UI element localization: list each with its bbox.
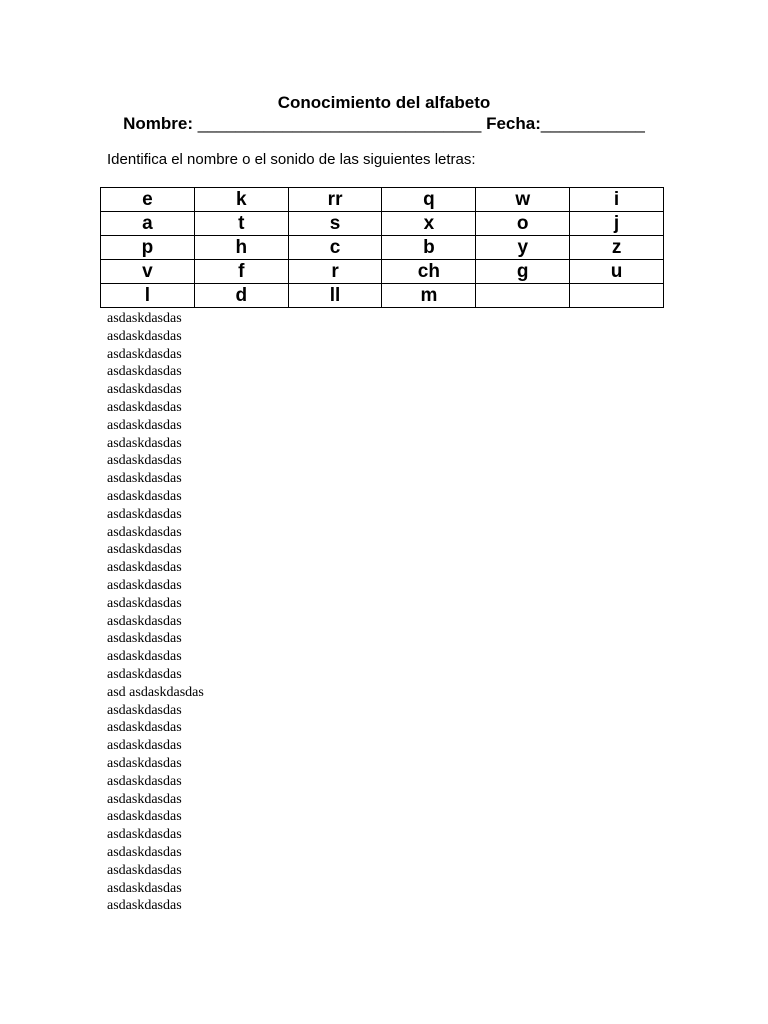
letter-cell: d [194, 284, 288, 308]
letter-cell: m [382, 284, 476, 308]
filler-line: asdaskdasdas [107, 399, 182, 415]
filler-line: asdaskdasdas [107, 666, 182, 682]
letter-cell: ch [382, 260, 476, 284]
letter-cell: x [382, 212, 476, 236]
filler-line: asdaskdasdas [107, 773, 182, 789]
filler-line: asdaskdasdas [107, 435, 182, 451]
filler-line: asdaskdasdas [107, 738, 182, 754]
letter-cell: g [476, 260, 570, 284]
table-row [101, 188, 664, 212]
letter-cell: z [570, 236, 664, 260]
letter-cell: f [194, 260, 288, 284]
filler-line: asdaskdasdas [107, 471, 182, 487]
letter-cell: k [194, 188, 288, 212]
table-row [101, 260, 664, 284]
filler-text-block [107, 310, 204, 915]
filler-line: asdaskdasdas [107, 542, 182, 558]
filler-line: asdaskdasdas [107, 560, 182, 576]
letter-cell [570, 284, 664, 308]
letter-cell: b [382, 236, 476, 260]
letter-cell: u [570, 260, 664, 284]
letter-cell: y [476, 236, 570, 260]
table-row [101, 236, 664, 260]
filler-line: asdaskdasdas [107, 364, 182, 380]
letter-cell: v [101, 260, 195, 284]
letter-cell: a [101, 212, 195, 236]
name-date-line [0, 113, 768, 135]
letter-cell: p [101, 236, 195, 260]
date-blank: ___________ [540, 114, 645, 133]
filler-line: asdaskdasdas [107, 844, 182, 860]
letter-cell: o [476, 212, 570, 236]
filler-line: asdaskdasdas [107, 880, 182, 896]
filler-line: asdaskdasdas [107, 613, 182, 629]
letter-cell: s [288, 212, 382, 236]
filler-line: asdaskdasdas [107, 649, 182, 665]
letter-cell: h [194, 236, 288, 260]
filler-line: asdaskdasdas [107, 453, 182, 469]
instructions-text: Identifica el nombre o el sonido de las siguientes letras: [107, 151, 476, 168]
filler-line: asdaskdasdas [107, 506, 182, 522]
filler-line: asdaskdasdas [107, 791, 182, 807]
filler-line: asdaskdasdas [107, 346, 182, 362]
filler-line: asdaskdasdas [107, 328, 182, 344]
filler-line: asdaskdasdas [107, 809, 182, 825]
letter-cell [476, 284, 570, 308]
filler-line: asdaskdasdas [107, 898, 182, 914]
filler-line: asdaskdasdas [107, 862, 182, 878]
name-blank: ______________________________ [193, 114, 487, 133]
filler-line: asd asdaskdasdas [107, 684, 204, 700]
letter-cell: t [194, 212, 288, 236]
filler-line: asdaskdasdas [107, 524, 182, 540]
filler-line: asdaskdasdas [107, 755, 182, 771]
filler-line: asdaskdasdas [107, 488, 182, 504]
letter-cell: r [288, 260, 382, 284]
name-label: Nombre: [123, 114, 193, 133]
letter-cell: ll [288, 284, 382, 308]
letter-cell: w [476, 188, 570, 212]
table-row [101, 284, 664, 308]
filler-line: asdaskdasdas [107, 417, 182, 433]
letter-cell: l [101, 284, 195, 308]
page-title: Conocimiento del alfabeto [277, 93, 491, 112]
filler-line: asdaskdasdas [107, 827, 182, 843]
letter-cell: rr [288, 188, 382, 212]
letter-cell: c [288, 236, 382, 260]
filler-line: asdaskdasdas [107, 595, 182, 611]
filler-line: asdaskdasdas [107, 720, 182, 736]
letter-cell: q [382, 188, 476, 212]
filler-line: asdaskdasdas [107, 311, 182, 326]
letter-cell: i [570, 188, 664, 212]
date-label: Fecha: [486, 114, 541, 133]
filler-line: asdaskdasdas [107, 577, 182, 593]
filler-line: asdaskdasdas [107, 382, 182, 398]
table-row [101, 212, 664, 236]
filler-line: asdaskdasdas [107, 702, 182, 718]
letters-table [100, 187, 664, 308]
filler-line: asdaskdasdas [107, 631, 182, 647]
letter-cell: j [570, 212, 664, 236]
letter-cell: e [101, 188, 195, 212]
